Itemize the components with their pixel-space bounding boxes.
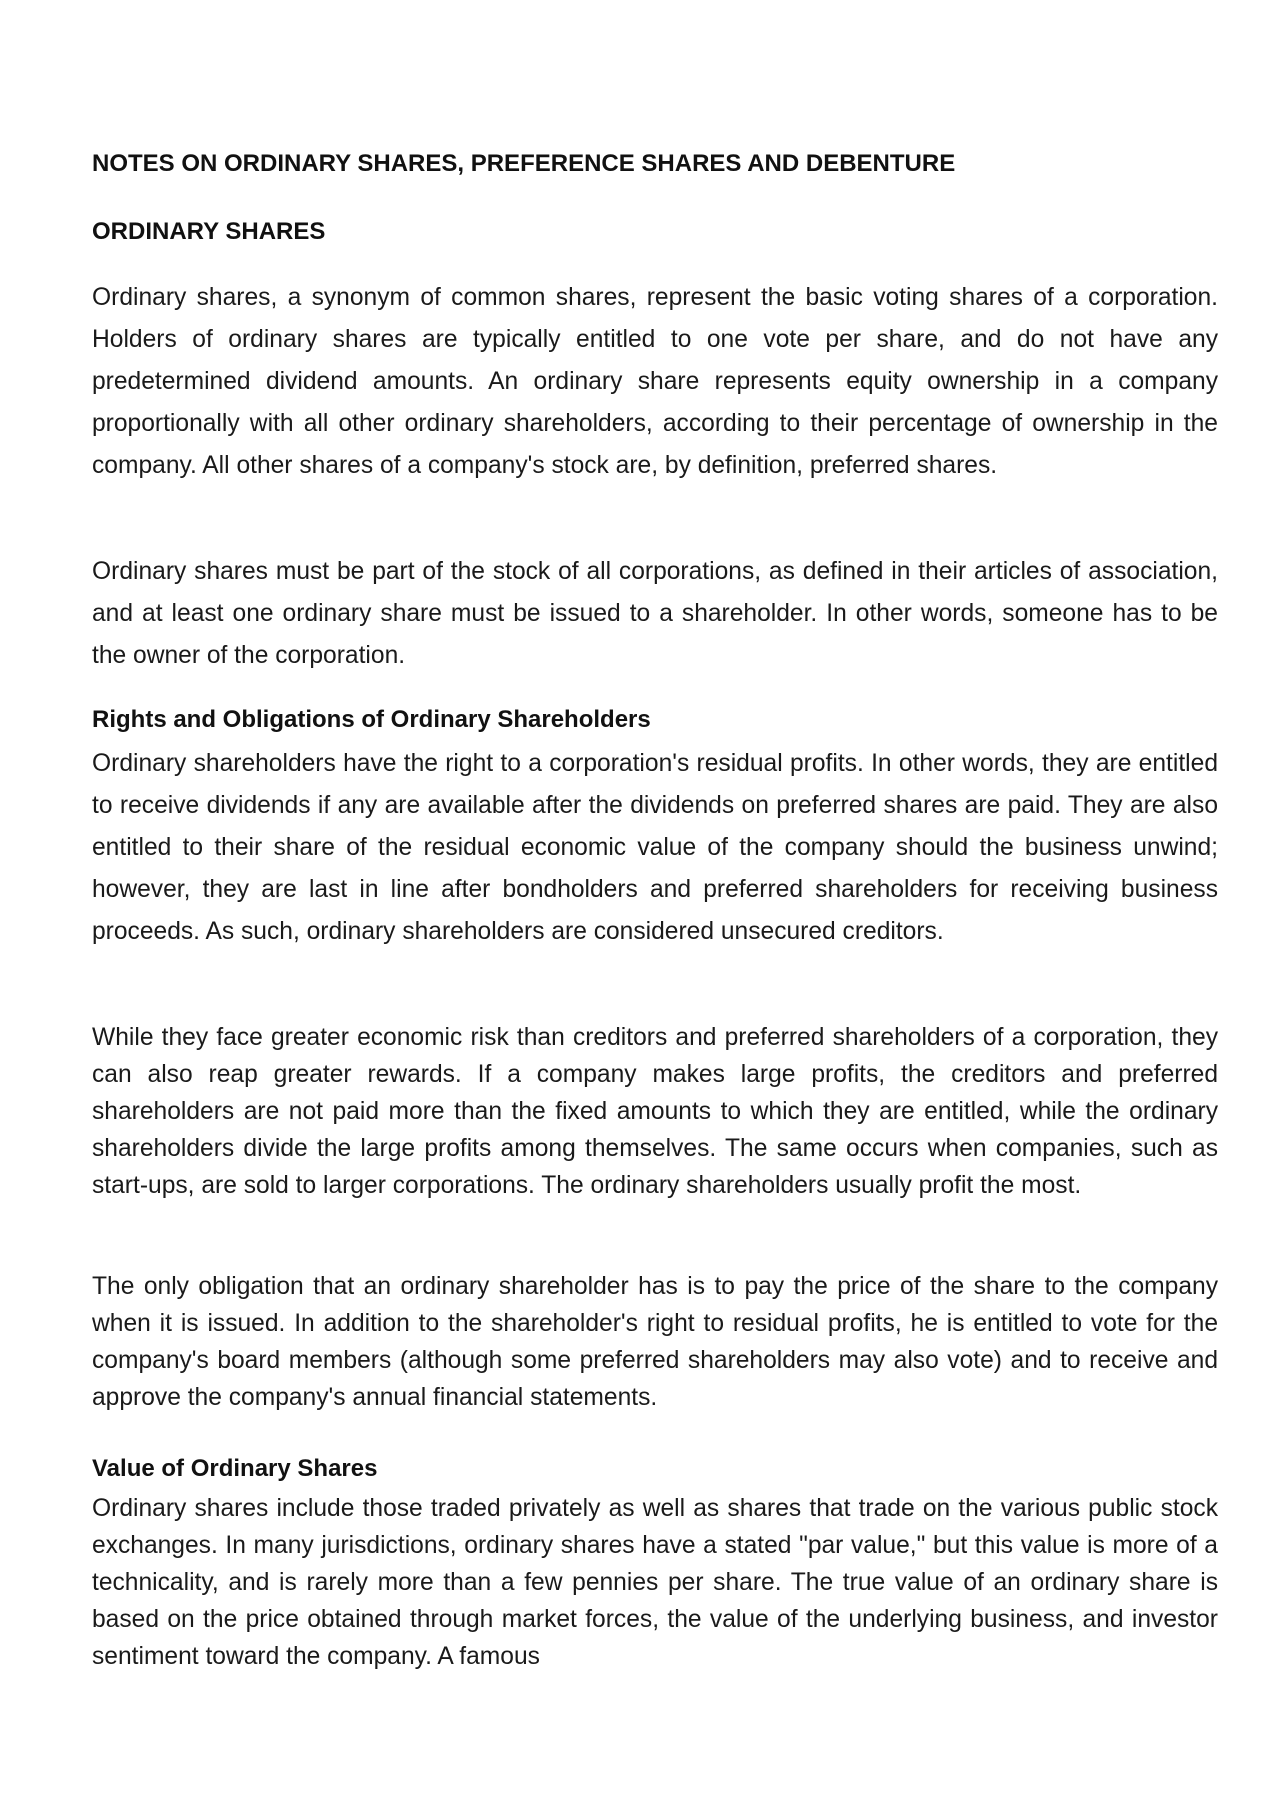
section-title: ORDINARY SHARES — [92, 218, 326, 245]
paragraph-risk-reward: While they face greater economic risk than creditors and preferred shareholders of a corporation, they can also reap greater rewards. If a company makes large profits, the creditors and preferred shareholders are not paid more than the fixed amounts to which they are entitled, while the ordinary shareholders divide the large profits among themselves. The same occurs when companies, such as start-ups, are sold to larger corporations. The ordinary shareholders usually profit the most. — [92, 1024, 1218, 1199]
document-title: NOTES ON ORDINARY SHARES, PREFERENCE SHARES AND DEBENTURE — [92, 150, 956, 177]
paragraph-obligation: The only obligation that an ordinary shareholder has is to pay the price of the share to the company when it is issued. In addition to the shareholder's right to residual profits, he is entitled to vote for the company's board members (although some preferred shareholders may also vote) and to receive and approve the company's annual financial statements. — [92, 1273, 1218, 1411]
paragraph-rights: Ordinary shareholders have the right to a corporation's residual profits. In other words, they are entitled to receive dividends if any are available after the dividends on preferred shares are paid. They are also entitled to their share of the residual economic value of the company should the business unwind; however, they are last in line after bondholders and preferred shareholders for receiving business proceeds. As such, ordinary shareholders are considered unsecured creditors. — [92, 750, 1218, 945]
paragraph-value: Ordinary shares include those traded privately as well as shares that trade on the various public stock exchanges. In many jurisdictions, ordinary shares have a stated "par value," but this value is more of a technicality, and is rarely more than a few pennies per share. The true value of an ordinary share is based on the price obtained through market forces, the value of the underlying business, and investor sentiment toward the company. A famous — [92, 1495, 1218, 1670]
paragraph-definition: Ordinary shares, a synonym of common shares, represent the basic voting shares of a corporation. Holders of ordinary shares are typically entitled to one vote per share, and do not have any predetermined dividend amounts. An ordinary share represents equity ownership in a company proportionally with all other ordinary shareholders, according to their percentage of ownership in the company. All other shares of a company's stock are, by definition, preferred shares. — [92, 284, 1218, 479]
heading-rights-obligations: Rights and Obligations of Ordinary Shareholders — [92, 706, 651, 733]
heading-value: Value of Ordinary Shares — [92, 1455, 378, 1482]
paragraph-requirement: Ordinary shares must be part of the stock of all corporations, as defined in their articles of association, and at least one ordinary share must be issued to a shareholder. In other words, someone has to be the owner of the corporation. — [92, 558, 1218, 669]
